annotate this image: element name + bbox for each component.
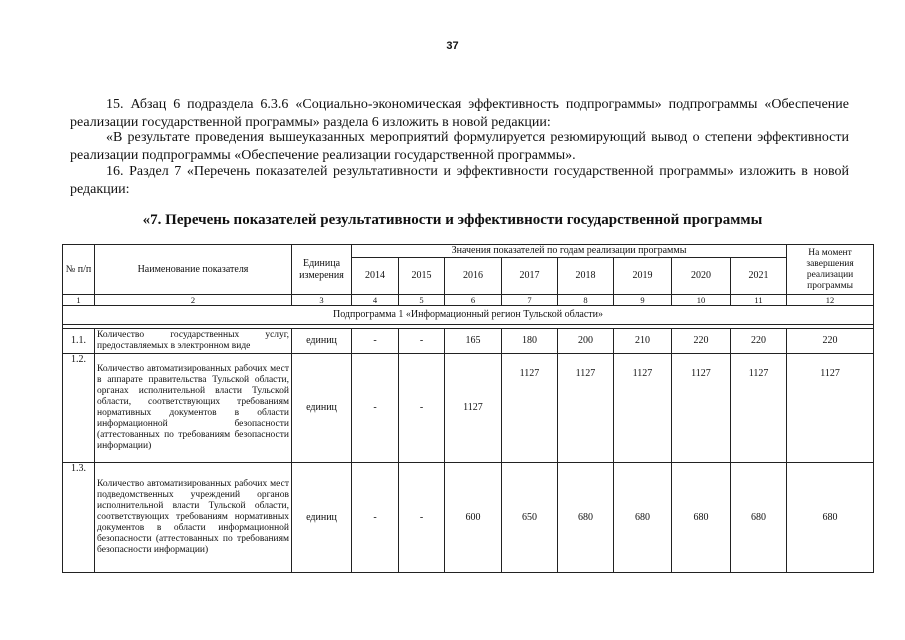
row-value: - bbox=[352, 463, 399, 573]
header-year: 2016 bbox=[445, 258, 502, 295]
indicators-table bbox=[62, 244, 874, 573]
row-value: - bbox=[352, 329, 399, 354]
row-name: Количество автоматизированных рабочих мест подведомственных учреждений органов исполнительной власти Тульской области, соответствующих требованиям нормативных документов в области информационной безопасности (аттестованных по требованиям безопасности информации) bbox=[95, 463, 292, 573]
row-value: 220 bbox=[672, 329, 731, 354]
column-number: 7 bbox=[502, 295, 558, 306]
paragraph-15 bbox=[70, 96, 849, 132]
header-num: № п/п bbox=[63, 245, 95, 295]
paragraph-quote-text: «В результате проведения вышеуказанных мероприятий формулируется резюмирующий вывод о степени эффективности реализации подпрограммы «Обеспечение реализации государственной программы». bbox=[70, 130, 849, 163]
row-name: Количество автоматизированных рабочих мест в аппарате правительства Тульской области, органах исполнительной власти Тульской области, соответствующих требованиям нормативных документов в области информационной безопасности (аттестованных по требованиям безопасности информации) bbox=[95, 354, 292, 463]
row-completion: 1127 bbox=[787, 354, 874, 463]
column-number: 12 bbox=[787, 295, 874, 306]
row-num: 1.1. bbox=[63, 329, 95, 354]
row-name: Количество государственных услуг, предоставляемых в электронном виде bbox=[95, 329, 292, 354]
row-unit: единиц bbox=[292, 329, 352, 354]
column-number-row bbox=[63, 295, 874, 306]
row-value: 680 bbox=[614, 463, 672, 573]
column-number: 10 bbox=[672, 295, 731, 306]
section-title: «7. Перечень показателей результативности и эффективности государственной программы bbox=[142, 212, 763, 228]
row-value: 650 bbox=[502, 463, 558, 573]
row-completion: 220 bbox=[787, 329, 874, 354]
row-unit: единиц bbox=[292, 463, 352, 573]
header-year: 2014 bbox=[352, 258, 399, 295]
paragraph-16-text: 16. Раздел 7 «Перечень показателей результативности и эффективности государственной программы» изложить в новой редакции: bbox=[70, 164, 849, 197]
column-number: 8 bbox=[558, 295, 614, 306]
row-num: 1.3. bbox=[63, 463, 95, 573]
row-value: 210 bbox=[614, 329, 672, 354]
table-row bbox=[63, 463, 874, 573]
row-value: - bbox=[399, 463, 445, 573]
column-number: 2 bbox=[95, 295, 292, 306]
column-number: 9 bbox=[614, 295, 672, 306]
header-name: Наименование показателя bbox=[95, 245, 292, 295]
row-value: - bbox=[399, 354, 445, 463]
row-value: 165 bbox=[445, 329, 502, 354]
row-value: 180 bbox=[502, 329, 558, 354]
paragraph-quote bbox=[70, 129, 849, 165]
row-unit: единиц bbox=[292, 354, 352, 463]
paragraph-16 bbox=[70, 163, 849, 199]
header-unit: Единица измерения bbox=[292, 245, 352, 295]
header-row-group bbox=[63, 245, 874, 258]
table-row bbox=[63, 329, 874, 354]
header-year: 2020 bbox=[672, 258, 731, 295]
paragraph-15-text: 15. Абзац 6 подраздела 6.3.6 «Социально-экономическая эффективность подпрограммы» подпрограммы «Обеспечение реализации государственной программы» раздела 6 изложить в новой редакции: bbox=[70, 97, 849, 130]
subprogram-title: Подпрограмма 1 «Информационный регион Тульской области» bbox=[63, 306, 874, 325]
column-number: 5 bbox=[399, 295, 445, 306]
row-value: 1127 bbox=[502, 354, 558, 463]
column-number: 4 bbox=[352, 295, 399, 306]
row-value: - bbox=[352, 354, 399, 463]
header-year: 2021 bbox=[731, 258, 787, 295]
row-value: 220 bbox=[731, 329, 787, 354]
header-values-group: Значения показателей по годам реализации программы bbox=[352, 245, 787, 258]
row-value: 680 bbox=[672, 463, 731, 573]
row-value: 680 bbox=[731, 463, 787, 573]
row-value: 200 bbox=[558, 329, 614, 354]
header-year: 2018 bbox=[558, 258, 614, 295]
table-row bbox=[63, 354, 874, 463]
subprogram-row bbox=[63, 306, 874, 325]
header-completion: На момент завершения реализации программы bbox=[787, 245, 874, 295]
row-value: 1127 bbox=[614, 354, 672, 463]
header-year: 2017 bbox=[502, 258, 558, 295]
header-year: 2015 bbox=[399, 258, 445, 295]
column-number: 11 bbox=[731, 295, 787, 306]
column-number: 3 bbox=[292, 295, 352, 306]
row-value: 1127 bbox=[558, 354, 614, 463]
row-value: - bbox=[399, 329, 445, 354]
column-number: 1 bbox=[63, 295, 95, 306]
row-completion: 680 bbox=[787, 463, 874, 573]
header-year: 2019 bbox=[614, 258, 672, 295]
row-value: 600 bbox=[445, 463, 502, 573]
column-number: 6 bbox=[445, 295, 502, 306]
page-number: 37 bbox=[446, 40, 459, 52]
row-value: 1127 bbox=[731, 354, 787, 463]
row-value: 1127 bbox=[672, 354, 731, 463]
row-value: 680 bbox=[558, 463, 614, 573]
row-num: 1.2. bbox=[63, 354, 95, 463]
row-value: 1127 bbox=[445, 354, 502, 463]
